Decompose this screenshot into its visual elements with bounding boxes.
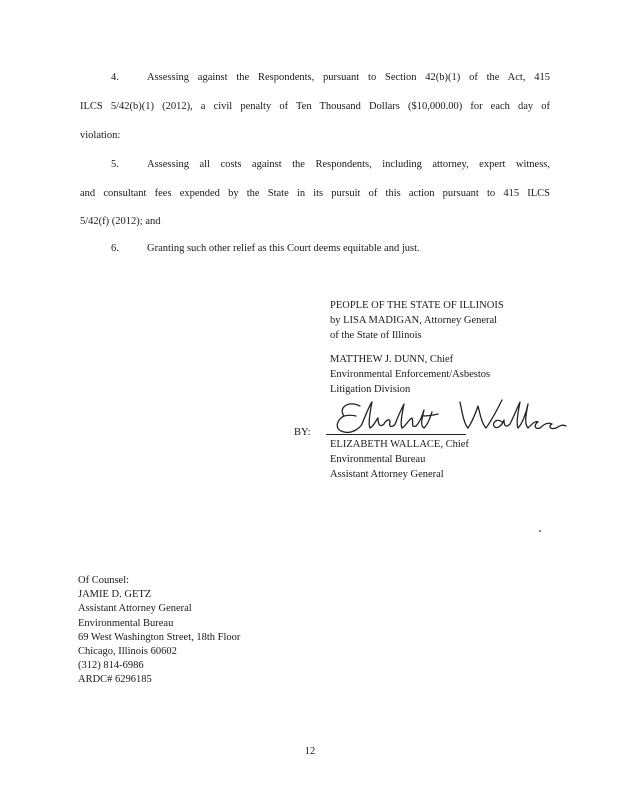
chief-line-1: MATTHEW J. DUNN, Chief [330,354,454,365]
item-6-line-1: Granting such other relief as this Court deems equitable and just. [147,243,420,254]
handwritten-signature [330,396,570,442]
counsel-phone: (312) 814-6986 [78,660,144,672]
chief-line-3: Litigation Division [330,384,411,395]
counsel-ardc: ARDC# 6296185 [78,674,152,686]
item-5-line-3: 5/42(f) (2012); and [80,216,161,227]
counsel-city: Chicago, Illinois 60602 [78,646,177,658]
signer-line-2: Environmental Bureau [330,454,426,465]
plaintiff-line-2: by LISA MADIGAN, Attorney General [330,315,498,326]
counsel-street: 69 West Washington Street, 18th Floor [78,631,241,643]
item-6-number: 6. [111,243,119,254]
counsel-heading: Of Counsel: [78,575,130,586]
item-5-number: 5. [111,159,119,170]
plaintiff-line-1: PEOPLE OF THE STATE OF ILLINOIS [330,300,504,311]
chief-block [330,352,490,397]
item-5-line-2: and consultant fees expended by the State in its pursuit of this action pursuant to 415 ILCS [80,188,550,199]
counsel-title: Assistant Attorney General [78,603,192,615]
item-4-number: 4. [111,72,119,83]
signature-block [330,437,469,482]
signature-line [326,434,466,435]
item-5-line-1: Assessing all costs against the Respondents, including attorney, expert witness, [147,159,550,170]
counsel-block [78,574,240,688]
chief-line-2: Environmental Enforcement/Asbestos [330,369,491,380]
by-label: BY: [294,427,311,438]
signer-line-3: Assistant Attorney General [330,469,444,480]
plaintiff-block [330,298,504,343]
plaintiff-line-3: of the State of Illinois [330,330,422,341]
signer-name: ELIZABETH WALLACE, Chief [330,439,469,450]
item-4-line-2: ILCS 5/42(b)(1) (2012), a civil penalty of Ten Thousand Dollars ($10,000.00) for each day of [80,101,550,112]
counsel-bureau: Environmental Bureau [78,617,174,629]
item-4-line-3: violation: [80,130,121,141]
counsel-name: JAMIE D. GETZ [78,589,152,601]
item-4-line-1: Assessing against the Respondents, pursuant to Section 42(b)(1) of the Act, 415 [147,72,550,83]
stray-mark [539,530,541,532]
page-number: 12 [304,746,316,757]
